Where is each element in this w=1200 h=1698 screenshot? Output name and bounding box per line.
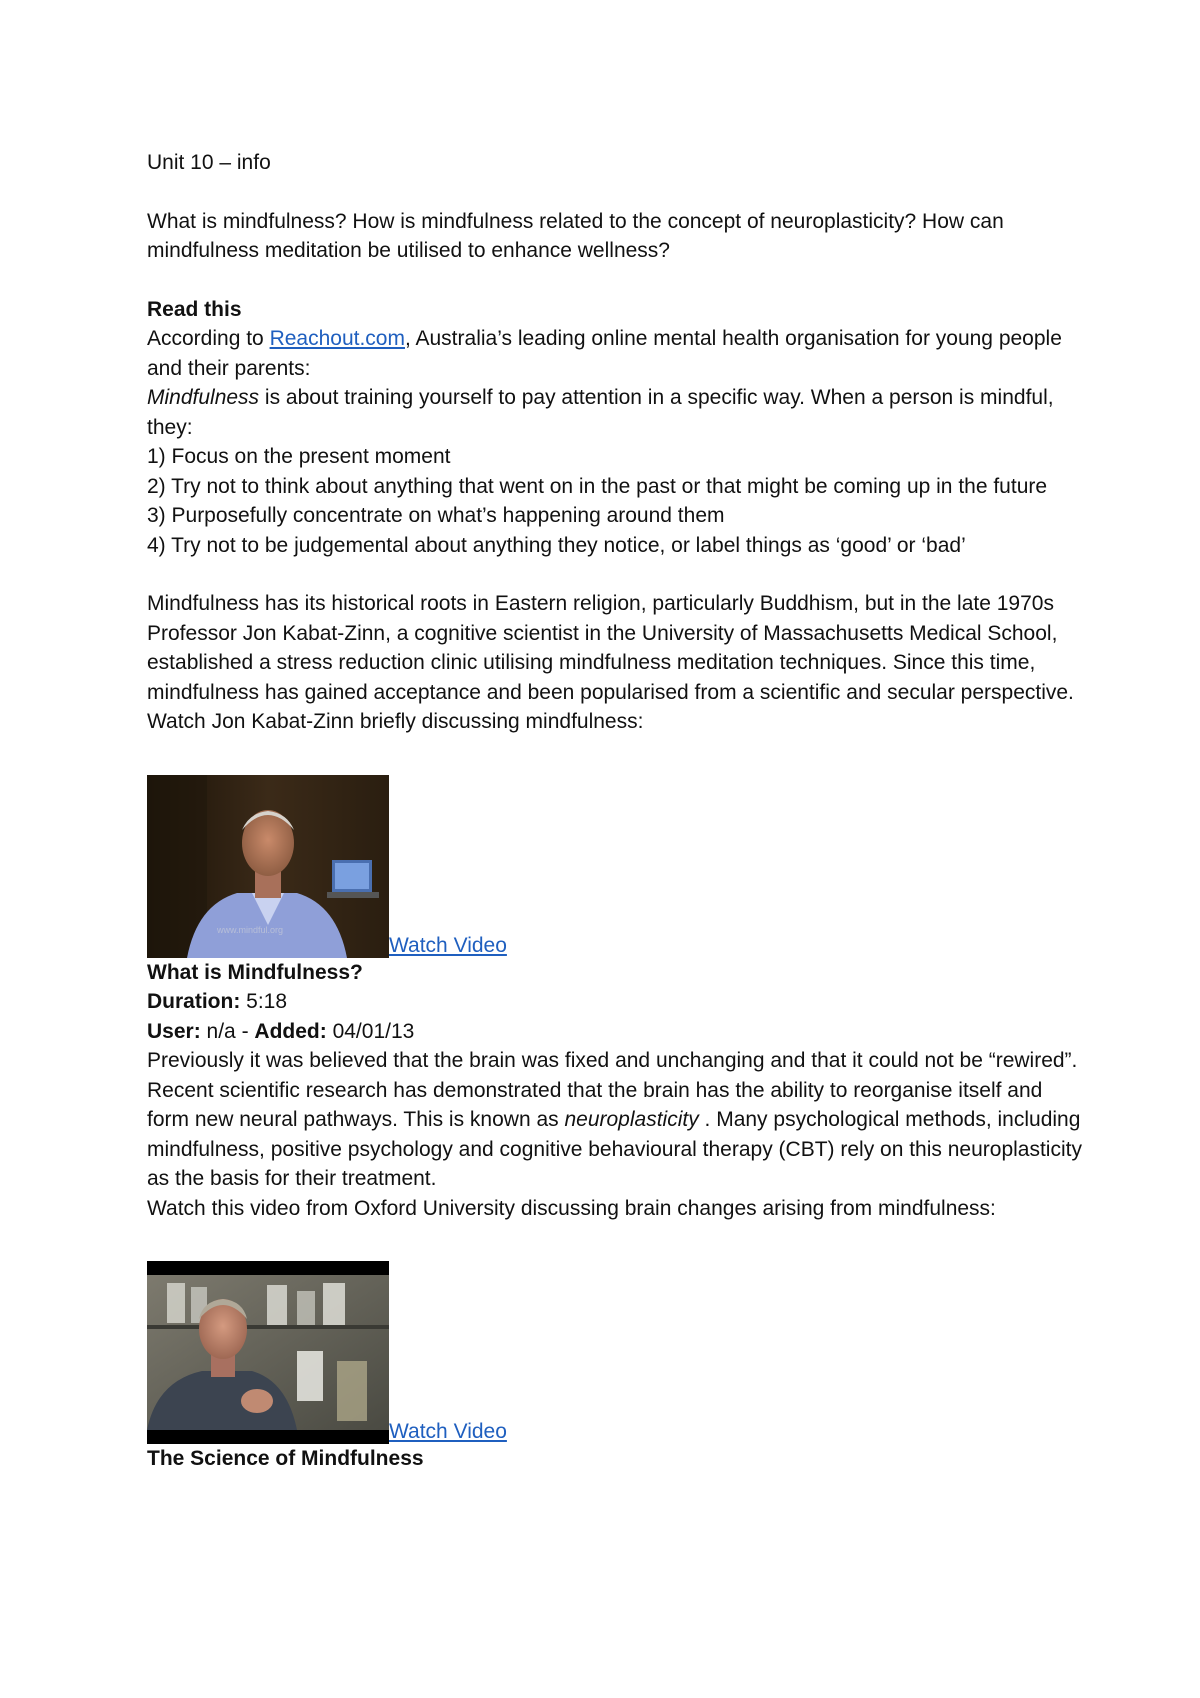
list-item: 1) Focus on the present moment bbox=[147, 445, 451, 468]
video-1-watermark: www.mindful.org bbox=[217, 924, 284, 935]
mindfulness-term: Mindfulness bbox=[147, 386, 260, 409]
mindfulness-definition bbox=[147, 383, 1087, 442]
reachout-link[interactable]: Reachout.com bbox=[269, 327, 405, 350]
list-item: 3) Purposefully concentrate on what’s happening around them bbox=[147, 504, 725, 527]
added-value: 04/01/13 bbox=[326, 1019, 415, 1043]
list-item: 4) Try not to be judgemental about anything they notice, or label things as ‘good’ or ‘bad’ bbox=[147, 533, 966, 557]
watch-video-1-link[interactable]: Watch Video bbox=[389, 933, 507, 957]
document-content bbox=[147, 148, 1087, 1474]
history-paragraph: Mindfulness has its historical roots in Eastern religion, particularly Buddhism, but in the late 1970s Professor Jon Kabat-Zinn, a cognitive scientist in the University of Massachusetts Medical School, established a stress reduction clinic utilising mindfulness meditation techniques. Since this time, mindfulness has gained acceptance and been popularised from a scientific and secular perspective. bbox=[147, 592, 1074, 704]
video-1-title bbox=[147, 958, 1087, 988]
video-2-thumbnail-image bbox=[147, 1261, 389, 1444]
duration-value: 5:18 bbox=[240, 990, 288, 1013]
duration-label: Duration: bbox=[147, 990, 241, 1013]
intro-questions: What is mindfulness? How is mindfulness related to the concept of neuroplasticity? How can mindfulness meditation be utilised to enhance wellness? bbox=[147, 209, 1004, 262]
video-1-thumbnail-image bbox=[147, 775, 389, 958]
watch-video-2-link[interactable]: Watch Video bbox=[389, 1420, 507, 1443]
video-1-row bbox=[147, 775, 1087, 958]
according-paragraph bbox=[147, 324, 1087, 383]
doc-title: Unit 10 – info bbox=[147, 151, 271, 174]
read-heading-text: Read this bbox=[147, 297, 242, 321]
video-2-thumbnail[interactable] bbox=[147, 1261, 389, 1444]
neuro-before: Previously it was believed that the brain was fixed and unchanging and that it could not be “rewired”. Recent scientific research has demonstrated that the brain has the ability to reorganise itself and form new neural pathways. This is known as bbox=[147, 1049, 1078, 1131]
video-1-meta bbox=[147, 1017, 1087, 1047]
user-label: User: bbox=[147, 1019, 201, 1043]
video-2-title-text: The Science of Mindfulness bbox=[147, 1447, 424, 1470]
read-heading bbox=[147, 295, 1087, 325]
according-prefix: According to bbox=[147, 327, 270, 350]
mindfulness-def-text: is about training yourself to pay attention in a specific way. When a person is mindful, they: bbox=[147, 386, 1054, 439]
neuro-after: . Many psychological methods, including mindfulness, positive psychology and cognitive behavioural therapy (CBT) rely on this neuroplasticity as the basis for their treatment. bbox=[147, 1108, 1082, 1190]
video-1-title-text: What is Mindfulness? bbox=[147, 960, 363, 984]
video-2-row bbox=[147, 1261, 1087, 1444]
neuro-term: neuroplasticity bbox=[564, 1108, 699, 1131]
video-2-title bbox=[147, 1444, 1087, 1474]
user-value: n/a - bbox=[200, 1019, 255, 1043]
neuroplasticity-paragraph bbox=[147, 1046, 1087, 1194]
watch-intro-1: Watch Jon Kabat-Zinn briefly discussing mindfulness: bbox=[147, 710, 644, 733]
according-suffix: , Australia’s leading online mental health organisation for young people and their parents: bbox=[147, 327, 1062, 380]
list-item: 2) Try not to think about anything that went on in the past or that might be coming up in the future bbox=[147, 474, 1048, 498]
added-label: Added: bbox=[254, 1019, 327, 1043]
watch-intro-2: Watch this video from Oxford University discussing brain changes arising from mindfulness: bbox=[147, 1196, 996, 1220]
video-1-thumbnail[interactable] bbox=[147, 775, 389, 958]
video-1-duration bbox=[147, 987, 1087, 1017]
